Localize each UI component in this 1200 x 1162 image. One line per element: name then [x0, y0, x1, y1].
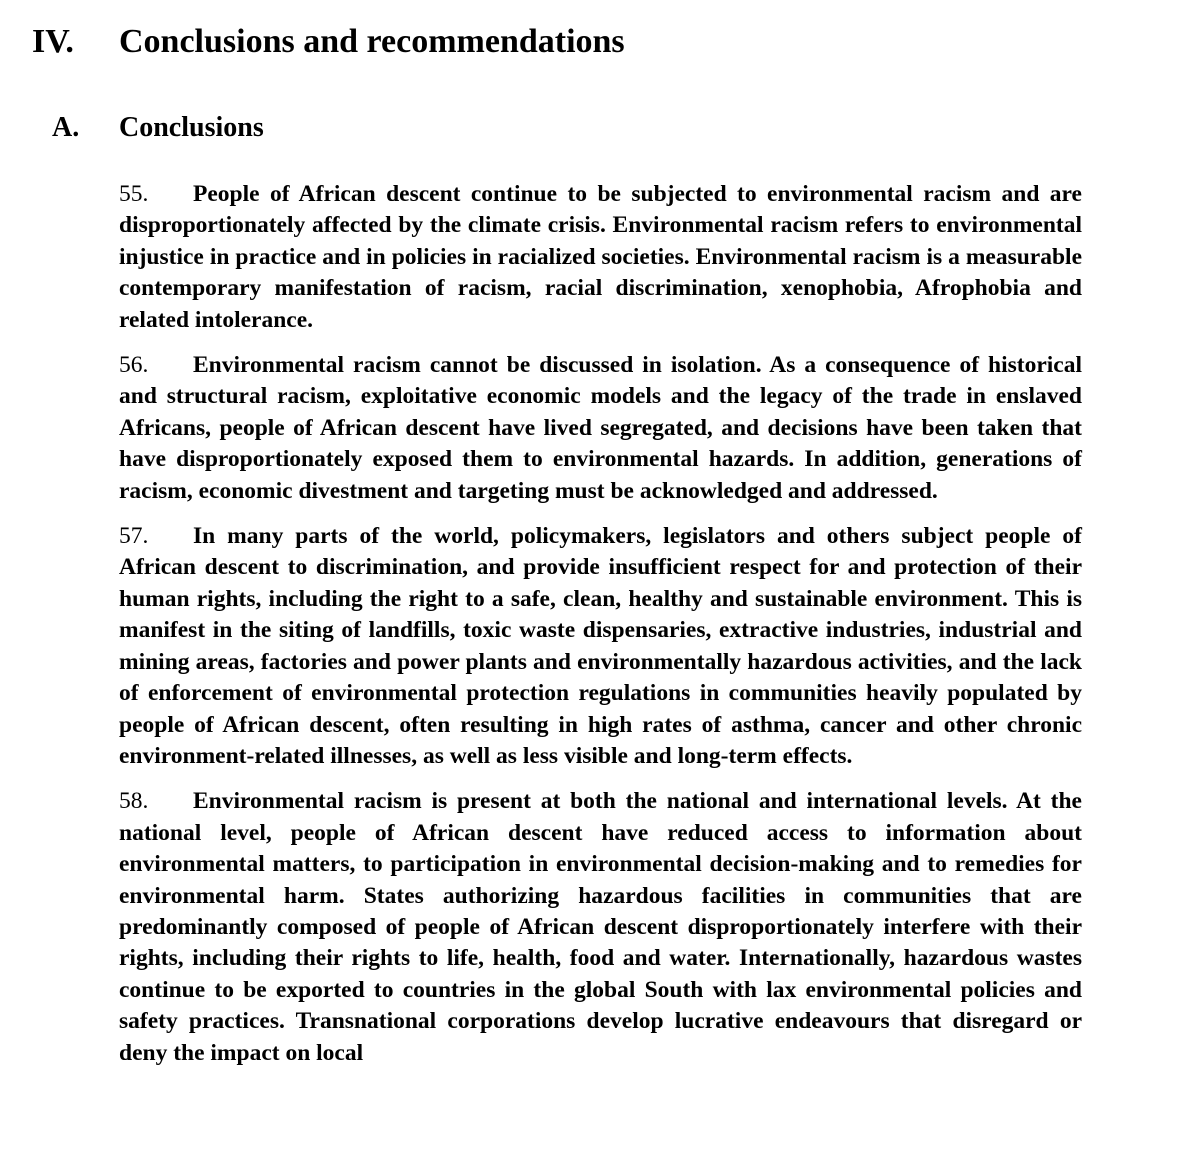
section-letter: A. [52, 112, 80, 143]
paragraph-number: 58. [119, 788, 149, 815]
paragraph-58 [119, 786, 1082, 1069]
paragraph-57 [119, 521, 1082, 772]
paragraph-text: Environmental racism is present at both the national and international levels. At the national level, people of African descent have reduced access to information about environmental matters, to participation in environmental decision-making and to remedies for environmental harm. States authorizing hazardous facilities in communities that are predominantly composed of people of African descent disproportionately interfere with their rights, including their rights to life, health, food and water. Internationally, hazardous wastes continue to be exported to countries in the global South with lax environmental policies and safety practices. Transnational corporations develop lucrative endeavours that disregard or deny the impact on local [119, 788, 1082, 1066]
paragraph-number: 57. [119, 523, 149, 550]
section-heading [52, 108, 264, 148]
chapter-number: IV. [32, 23, 74, 60]
section-title: Conclusions [119, 112, 264, 143]
paragraph-text: In many parts of the world, policymakers, legislators and others subject people of African descent to discrimination, and provide insufficient respect for and protection of their human rights, including the right to a safe, clean, healthy and sustainable environment. This is manifest in the siting of landfills, toxic waste dispensaries, extractive industries, industrial and mining areas, factories and power plants and environmentally hazardous activities, and the lack of enforcement of environmental protection regulations in communities heavily populated by people of African descent, often resulting in high rates of asthma, cancer and other chronic environment-related illnesses, as well as less visible and long-term effects. [119, 523, 1082, 769]
paragraph-list [119, 179, 1082, 1083]
chapter-heading [32, 18, 625, 66]
paragraph-text: Environmental racism cannot be discussed in isolation. As a consequence of historical and structural racism, exploitative economic models and the legacy of the trade in enslaved Africans, people of African descent have lived segregated, and decisions have been taken that have disproportionately exposed them to environmental hazards. In addition, generations of racism, economic divestment and targeting must be acknowledged and addressed. [119, 352, 1082, 504]
chapter-title: Conclusions and recommendations [119, 23, 625, 60]
paragraph-number: 56. [119, 352, 149, 379]
paragraph-text: People of African descent continue to be subjected to environmental racism and are disproportionately affected by the climate crisis. Environmental racism refers to environmental injustice in practice and in policies in racialized societies. Environmental racism is a measurable contemporary manifestation of racism, racial discrimination, xenophobia, Afrophobia and related intolerance. [119, 181, 1082, 333]
paragraph-56 [119, 350, 1082, 507]
paragraph-55 [119, 179, 1082, 336]
paragraph-number: 55. [119, 181, 149, 207]
